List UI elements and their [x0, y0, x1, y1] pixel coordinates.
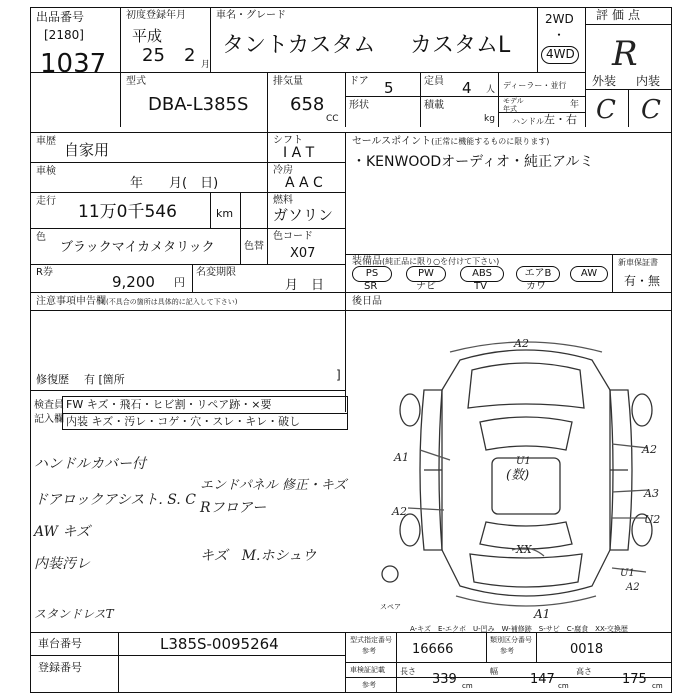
name-label: 車名・グレード	[216, 10, 286, 21]
notes-label-text: 注意事項申告欄	[36, 296, 106, 307]
diag-a2-top: A2	[514, 337, 529, 350]
history-value: 自家用	[64, 141, 110, 159]
notes-sub: (不具合の箇所は具体的に記入して下さい)	[106, 298, 238, 306]
score-label: 評価点	[596, 8, 645, 22]
car-windshield	[480, 417, 572, 450]
history-label: 車歴	[36, 136, 56, 147]
equip-ps: PS	[352, 266, 392, 282]
wheel-front-left	[400, 394, 420, 426]
diag-a2-right: A2	[642, 443, 657, 456]
diag-a1-left: A1	[394, 451, 409, 464]
equip-sr: SR	[364, 281, 378, 292]
cert-value-1: 16666	[412, 642, 454, 657]
ac-label: 冷房	[273, 165, 293, 176]
lot-number: 1037	[40, 49, 107, 79]
diag-u1-right: U1	[620, 568, 635, 579]
disp-unit: CC	[326, 114, 339, 124]
length-cm: cm	[462, 682, 473, 690]
inspector-label-2: 記入欄	[34, 414, 64, 425]
reg-year: 25	[142, 45, 165, 66]
seats-unit: 人	[486, 85, 496, 95]
drive-2wd: 2WD	[545, 12, 574, 26]
cert-value-2: 0018	[570, 642, 604, 657]
recycle-label: R券	[36, 267, 53, 278]
width-value: 147	[530, 672, 555, 687]
length-label: 長さ	[400, 667, 416, 676]
repair-label: 修復歴	[36, 373, 69, 386]
score-value: R	[612, 34, 638, 74]
diag-a3-right: A3	[644, 487, 659, 500]
rear-label: 後日品	[352, 296, 382, 307]
width-cm: cm	[558, 682, 569, 690]
grade: カスタムL	[410, 33, 511, 58]
disp-label: 排気量	[273, 76, 303, 87]
shift-label: シフト	[273, 135, 303, 146]
diag-u2-right: U2	[644, 513, 661, 526]
car-hood	[468, 363, 584, 408]
chassis-label: 車台番号	[38, 637, 82, 650]
diag-a2-left: A2	[392, 505, 407, 518]
handle-value: 左・右	[544, 113, 577, 126]
hand-note-5: エンドパネル 修正・キズ	[200, 478, 347, 493]
diag-legend: A-キズ E-エクボ U-凹み W-補修跡 S-サビ C-腐食 XX-交換歴	[410, 625, 628, 633]
recycle-unit: 円	[174, 276, 185, 289]
hand-note-4: 内装汚レ	[34, 556, 90, 572]
exterior-grade: C	[596, 95, 616, 125]
equip-navi: ナビ	[416, 281, 436, 292]
size-label-1: 車検証記載	[350, 666, 385, 674]
recycle-value: 9,200	[112, 273, 155, 291]
repair-close: ]	[336, 368, 341, 382]
hand-note-2: ドアロックアシスト. S. C	[34, 492, 196, 508]
spare-tire	[382, 566, 398, 582]
lot-sub: [2180]	[44, 28, 84, 42]
notes-label	[36, 296, 237, 307]
mark-bottom	[456, 596, 596, 606]
warranty-label: 新車保証書	[618, 258, 658, 267]
interior-label: 内装	[636, 74, 661, 88]
hand-note-3: AW キズ	[34, 524, 91, 540]
reg-month: 2	[184, 45, 196, 66]
lot-label: 出品番号	[36, 10, 85, 24]
shift-value: I A T	[283, 145, 315, 161]
color-value: ブラックマイカメタリック	[60, 240, 215, 255]
inspector-label-1: 検査員	[34, 400, 64, 411]
cert-label-1b: 参考	[362, 647, 376, 655]
selling-point: ・KENWOODオーディオ・純正アルミ	[352, 154, 594, 170]
exterior-label: 外装	[592, 74, 617, 88]
inspect-value: 年 月( 日)	[130, 176, 219, 191]
chassis-value: L385S-0095264	[160, 635, 279, 653]
selling-label	[352, 136, 549, 147]
diag-xx: XX	[516, 543, 532, 556]
diag-a2-bottom-right: A2	[626, 582, 640, 593]
height-value: 175	[622, 672, 647, 687]
load-label: 積載	[424, 100, 444, 111]
height-label: 高さ	[576, 667, 592, 676]
equip-airbag: エアB	[516, 266, 560, 282]
repair-value: 有 [箇所	[84, 373, 125, 386]
warranty-value: 有・無	[624, 274, 661, 288]
hand-note-6: Rフロアー	[200, 500, 267, 516]
seats-label: 定員	[424, 76, 444, 87]
inspector-row-2: 内装 キズ・汚レ・コゲ・穴・スレ・キレ・破し	[66, 415, 301, 428]
width-label: 幅	[490, 667, 498, 676]
fuel-value: ガソリン	[273, 206, 334, 224]
name-change-value: 月 日	[285, 278, 325, 293]
fuel-label: 燃料	[273, 195, 293, 206]
equip-aw: AW	[570, 266, 608, 282]
color-code-label: 色コード	[273, 231, 313, 242]
reg-label: 初度登録年月	[126, 10, 186, 21]
door-value: 5	[384, 79, 394, 97]
equipment-sub: (純正品に限り○を付けて下さい)	[382, 257, 500, 266]
color-label: 色	[36, 232, 46, 243]
ac-value: A A C	[285, 175, 323, 191]
shape-label: 形状	[349, 100, 369, 111]
hand-note-7: キズ M.ホシュウ	[200, 548, 317, 564]
reg-number-label: 登録番号	[38, 661, 82, 674]
inspector-row-1: FW キズ・飛石・ヒビ割・リペア跡・×要	[66, 398, 272, 411]
equip-abs: ABS	[460, 266, 504, 282]
mileage-unit: km	[216, 207, 234, 220]
door-label: ドア	[349, 76, 369, 87]
equip-leather: カワ	[526, 281, 546, 292]
diag-u1-center: U1	[516, 456, 531, 467]
equip-tv: TV	[474, 281, 487, 292]
cert-label-2: 類別区分番号	[490, 636, 532, 644]
interior-grade: C	[641, 95, 661, 125]
drive-dot: ・	[553, 28, 566, 42]
hand-note-1: ハンドルカバー付	[34, 456, 146, 472]
handle-label: ハンドル	[512, 117, 544, 126]
mileage-value: 11万0千546	[78, 202, 177, 222]
cert-label-1: 型式指定番号	[350, 636, 392, 644]
height-cm: cm	[652, 682, 663, 690]
load-unit: kg	[484, 114, 495, 124]
diag-spare: スペア	[380, 603, 401, 611]
seats-value: 4	[462, 79, 472, 97]
model-year-label: モデル年式	[503, 97, 524, 113]
model-label: 型式	[126, 76, 146, 87]
equip-pw: PW	[406, 266, 446, 282]
name-change-label: 名変期限	[196, 267, 236, 278]
dealer-label: ディーラー・並行	[503, 81, 567, 90]
size-label-2: 参考	[362, 681, 376, 689]
car-trunk	[470, 554, 582, 587]
inspect-label: 車検	[36, 166, 56, 177]
model-value: DBA-L385S	[148, 94, 249, 115]
model-year-unit: 年	[570, 100, 580, 110]
hand-note-8: スタンドレスT	[34, 607, 114, 621]
selling-label-text: セールスポイント	[352, 136, 432, 147]
selling-sub: (正常に機能するものに限ります)	[431, 137, 550, 146]
era: 平成	[132, 27, 163, 45]
reg-month-unit: 月	[201, 60, 211, 70]
length-value: 339	[432, 672, 457, 687]
disp-value: 658	[290, 94, 325, 115]
color-code-value: X07	[290, 246, 316, 261]
mileage-label: 走行	[36, 196, 56, 207]
equipment-label-text: 装備品	[352, 256, 382, 267]
repaint-label: 色替	[244, 241, 264, 252]
car-name: タントカスタム	[222, 33, 376, 58]
wheel-front-right	[632, 394, 652, 426]
drive-4wd: 4WD	[546, 47, 575, 61]
diag-center-note: (数)	[506, 468, 530, 483]
diag-a1-bottom: A1	[534, 607, 551, 621]
cert-label-2b: 参考	[500, 647, 514, 655]
